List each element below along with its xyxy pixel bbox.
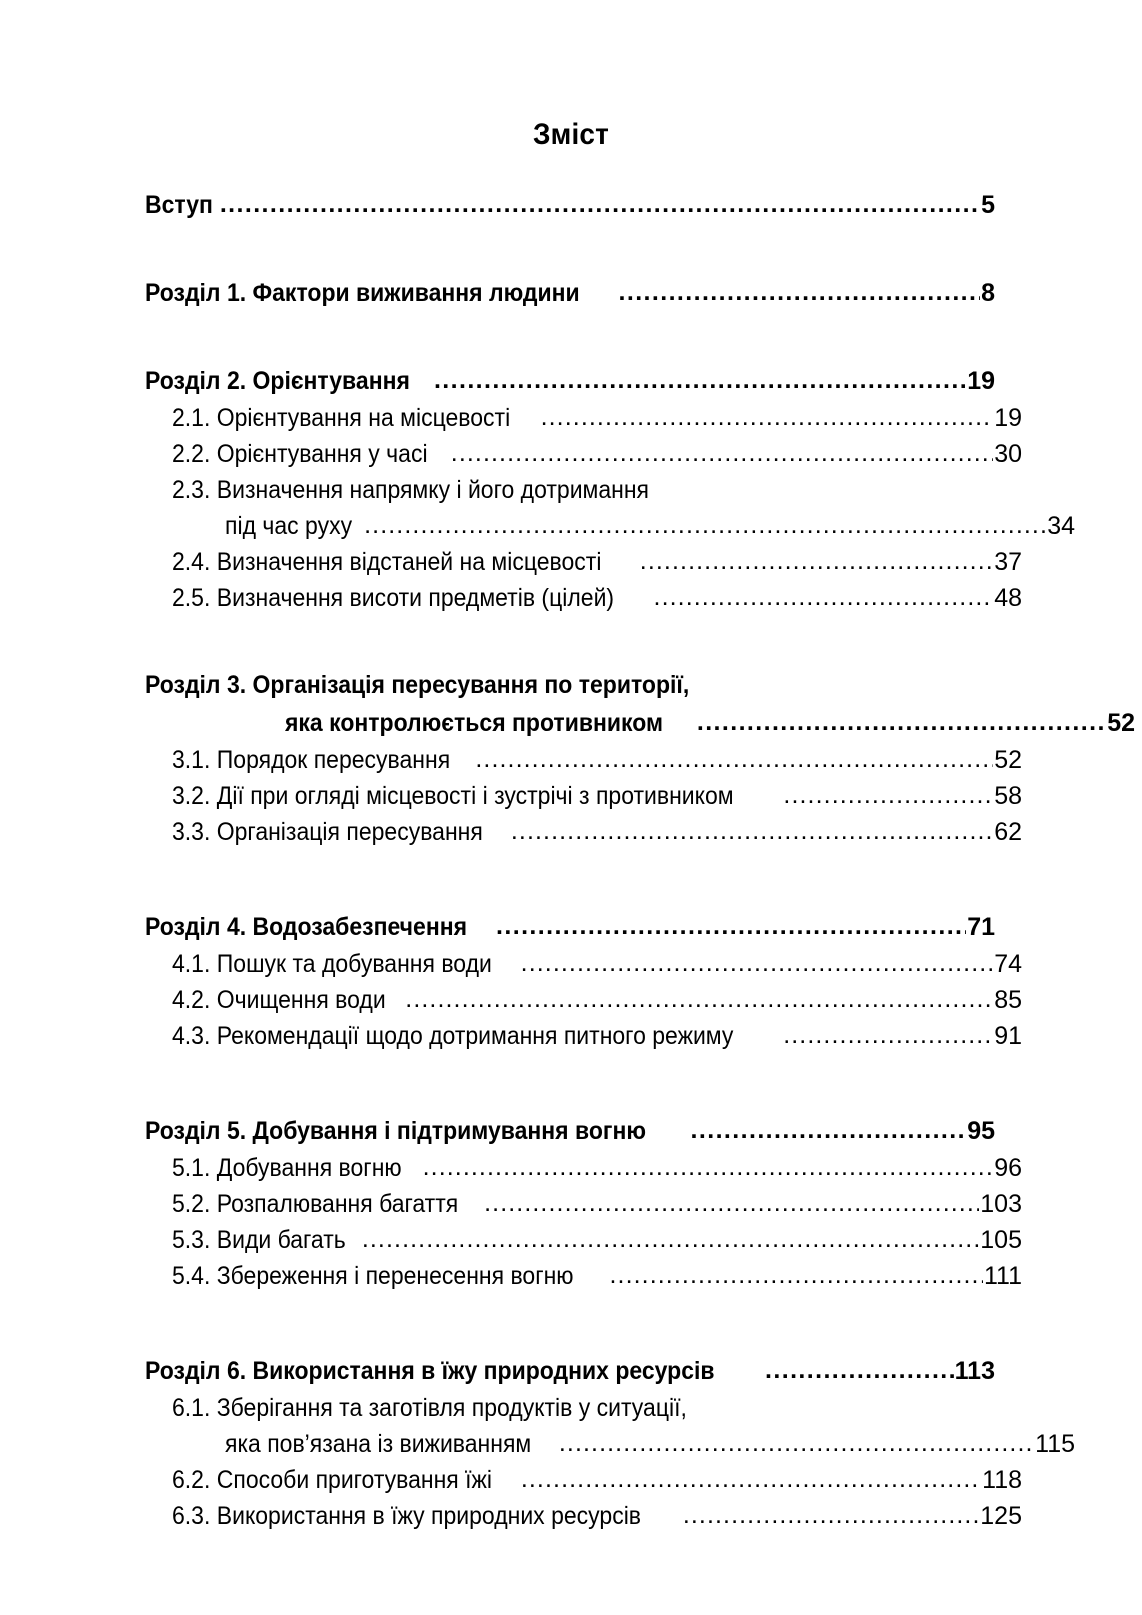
toc-entry-chapter-3-line1[interactable] (145, 666, 995, 704)
toc-entry-section-5-4[interactable] (145, 1258, 1022, 1294)
toc-entry-section-6-2[interactable] (145, 1462, 1022, 1498)
toc-entry-label: 3.1. Порядок пересування (172, 746, 451, 774)
toc-entry-section-4-2[interactable] (145, 982, 1022, 1018)
toc-entry-label: 4.2. Очищення води (172, 986, 386, 1014)
toc-entry-label: 2.3. Визначення напрямку і його дотримання (172, 476, 650, 504)
toc-entry-chapter-4[interactable] (145, 908, 995, 946)
toc-entry-section-4-3[interactable] (145, 1018, 1022, 1054)
dot-leader (451, 436, 993, 471)
toc-entry-label: 2.1. Орієнтування на місцевості (172, 404, 511, 432)
dot-leader (691, 1112, 967, 1149)
toc-entry-page: 62 (994, 818, 1022, 846)
toc-entry-label: Розділ 2. Орієнтування (145, 367, 410, 395)
dot-leader (783, 1018, 993, 1053)
toc-entry-page: 74 (994, 950, 1022, 978)
toc-entry-label: 2.2. Орієнтування у часі (172, 440, 428, 468)
toc-entry-page: 95 (967, 1117, 995, 1145)
dot-leader (475, 742, 993, 777)
toc-entry-page: 91 (994, 1022, 1022, 1050)
toc-entry-page: 85 (994, 986, 1022, 1014)
toc-entry-section-6-1-line2[interactable] (145, 1426, 1075, 1462)
toc-entry-label: яка контролюється противником (285, 709, 663, 737)
toc-entry-page: 118 (982, 1466, 1022, 1494)
toc-entry-chapter-1[interactable] (145, 274, 995, 312)
dot-leader (654, 580, 994, 615)
spacer (145, 850, 995, 908)
toc-entry-page: 19 (994, 404, 1022, 432)
dot-leader (619, 274, 981, 311)
spacer (145, 1054, 995, 1112)
toc-entry-section-2-3-line2[interactable] (145, 508, 1075, 544)
dot-leader (783, 778, 993, 813)
toc-entry-section-3-3[interactable] (145, 814, 1022, 850)
dot-leader (541, 400, 994, 435)
dot-leader (521, 946, 994, 981)
toc-entry-page: 71 (967, 913, 995, 941)
dot-leader (496, 908, 966, 945)
toc-entry-page: 5 (981, 191, 995, 219)
toc-entry-intro[interactable] (145, 186, 995, 224)
spacer (145, 312, 995, 362)
toc-entry-label: 5.3. Види багать (172, 1226, 346, 1254)
spacer (145, 224, 995, 274)
toc-entry-label: Розділ 3. Організація пересування по території, (145, 671, 690, 699)
toc-entry-section-5-1[interactable] (145, 1150, 1022, 1186)
toc-entry-section-2-3-line1[interactable] (145, 472, 995, 508)
toc-entry-page: 111 (983, 1262, 1022, 1290)
table-of-contents (145, 186, 1135, 1534)
toc-entry-page: 52 (994, 746, 1022, 774)
toc-entry-page: 96 (994, 1154, 1022, 1182)
toc-entry-label: під час руху (225, 512, 353, 540)
dot-leader (683, 1498, 979, 1533)
dot-leader (511, 814, 993, 849)
spacer (145, 616, 995, 666)
toc-entry-section-6-1-line1[interactable] (145, 1390, 995, 1426)
toc-entry-label: 2.5. Визначення висоти предметів (цілей) (172, 584, 615, 612)
toc-entry-label: 6.2. Способи приготування їжі (172, 1466, 493, 1494)
toc-entry-section-4-1[interactable] (145, 946, 1022, 982)
spacer (145, 1294, 995, 1352)
toc-entry-page: 37 (994, 548, 1022, 576)
toc-entry-section-2-5[interactable] (145, 580, 1022, 616)
dot-leader (484, 1186, 979, 1221)
toc-entry-section-2-1[interactable] (145, 400, 1022, 436)
toc-entry-section-2-2[interactable] (145, 436, 1022, 472)
toc-entry-label: Розділ 5. Добування і підтримування вогню (145, 1117, 646, 1145)
toc-entry-label: 4.1. Пошук та добування води (172, 950, 492, 978)
toc-entry-chapter-5[interactable] (145, 1112, 995, 1150)
dot-leader (220, 186, 980, 223)
dot-leader (364, 508, 1046, 543)
dot-leader (609, 1258, 983, 1293)
toc-entry-page: 19 (967, 367, 995, 395)
toc-entry-page: 113 (954, 1357, 995, 1385)
dot-leader (423, 1150, 994, 1185)
toc-entry-page: 30 (994, 440, 1022, 468)
dot-leader (362, 1222, 979, 1257)
toc-entry-page: 48 (994, 584, 1022, 612)
toc-entry-label: 3.2. Дії при огляді місцевості і зустрічі з противником (172, 782, 734, 810)
toc-entry-label: 2.4. Визначення відстаней на місцевості (172, 548, 602, 576)
toc-entry-page: 52 (1107, 709, 1135, 737)
toc-entry-label: Розділ 1. Фактори виживання людини (145, 279, 580, 307)
toc-entry-chapter-3-line2[interactable] (145, 704, 1135, 742)
dot-leader (765, 1352, 954, 1389)
toc-entry-chapter-6[interactable] (145, 1352, 995, 1390)
toc-entry-label: 5.1. Добування вогню (172, 1154, 402, 1182)
toc-entry-page: 105 (980, 1226, 1022, 1254)
toc-entry-section-3-1[interactable] (145, 742, 1022, 778)
toc-entry-page: 115 (1035, 1430, 1075, 1458)
toc-entry-label: 4.3. Рекомендації щодо дотримання питного режиму (172, 1022, 734, 1050)
toc-entry-section-2-4[interactable] (145, 544, 1022, 580)
page-title: Зміст (533, 118, 609, 151)
toc-entry-label: Вступ (145, 191, 213, 219)
toc-entry-label: 6.3. Використання в їжу природних ресурсів (172, 1502, 642, 1530)
dot-leader (434, 362, 966, 399)
dot-leader (640, 544, 993, 579)
toc-entry-section-6-3[interactable] (145, 1498, 1022, 1534)
toc-entry-label: 5.2. Розпалювання багаття (172, 1190, 459, 1218)
dot-leader (559, 1426, 1034, 1461)
toc-entry-label: яка пов’язана із виживанням (225, 1430, 532, 1458)
toc-entry-page: 34 (1047, 512, 1075, 540)
toc-entry-page: 103 (980, 1190, 1022, 1218)
toc-entry-page: 8 (981, 279, 995, 307)
toc-entry-section-5-3[interactable] (145, 1222, 1022, 1258)
toc-entry-label: 3.3. Організація пересування (172, 818, 483, 846)
dot-leader (697, 704, 1106, 741)
toc-entry-label: Розділ 6. Використання в їжу природних ресурсів (145, 1357, 715, 1385)
toc-entry-chapter-2[interactable] (145, 362, 995, 400)
toc-entry-label: 6.1. Зберігання та заготівля продуктів у ситуації, (172, 1394, 687, 1422)
dot-leader (521, 1462, 981, 1497)
toc-entry-page: 125 (980, 1502, 1022, 1530)
toc-entry-label: 5.4. Збереження і перенесення вогню (172, 1262, 574, 1290)
dot-leader (405, 982, 993, 1017)
toc-entry-page: 58 (994, 782, 1022, 810)
toc-entry-label: Розділ 4. Водозабезпечення (145, 913, 468, 941)
toc-entry-section-3-2[interactable] (145, 778, 1022, 814)
toc-entry-section-5-2[interactable] (145, 1186, 1022, 1222)
